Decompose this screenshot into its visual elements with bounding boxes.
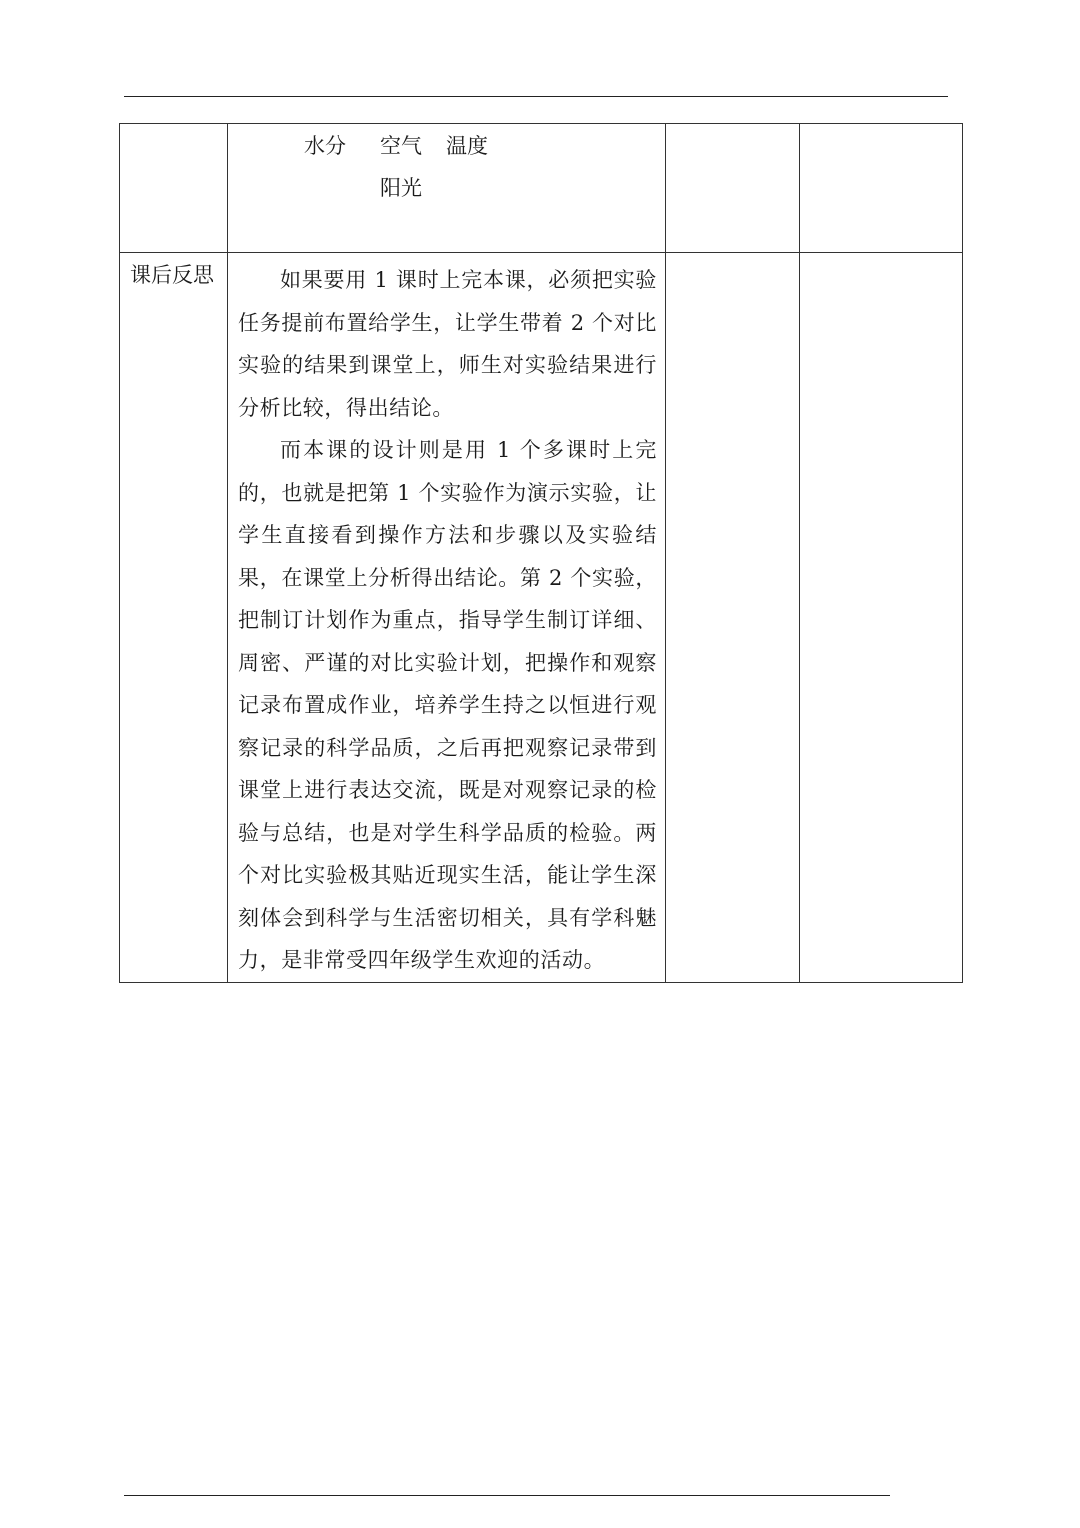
header-rule (124, 96, 948, 97)
factor-air: 空气 (380, 134, 422, 158)
factor-water: 水分 (304, 134, 346, 158)
footer-rule (124, 1495, 890, 1496)
table-cell-empty (666, 253, 800, 983)
table-cell-empty (120, 124, 228, 253)
table-cell-empty (666, 124, 800, 253)
table-cell-empty (800, 124, 963, 253)
reflection-text (228, 253, 665, 982)
row-label-reflection: 课后反思 (130, 263, 214, 287)
reflection-paragraph: 而本课的设计则是用 1 个多课时上完的，也就是把第 1 个实验作为演示实验，让学生直接看到操作方法和步骤以及实验结果，在课堂上分析得出结论。第 2 个实验，把制订计划作为重点，指导学生制订详细、周密、严谨的对比实验计划，把操作和观察记录布置成作业，培养学生持之以恒进行观察记录的科学品质，之后再把观察记录带到课堂上进行表达交流，既是对观察记录的检验与总结，也是对学生科学品质的检验。两个对比实验极其贴近现实生活，能让学生深刻体会到科学与生活密切相关，具有学科魅力，是非常受四年级学生欢迎的活动。 (238, 438, 657, 972)
reflection-cell (228, 253, 666, 983)
table-row (120, 124, 963, 253)
row-label-cell (120, 253, 228, 983)
lesson-plan-table (119, 123, 963, 983)
reflection-paragraph: 如果要用 1 课时上完本课，必须把实验任务提前布置给学生，让学生带着 2 个对比实验的结果到课堂上，师生对实验结果进行分析比较，得出结论。 (238, 268, 657, 420)
table-cell-empty (800, 253, 963, 983)
factor-sunlight: 阳光 (380, 176, 422, 200)
factor-temperature: 温度 (446, 134, 488, 158)
table-row (120, 253, 963, 983)
factors-cell (228, 124, 666, 253)
